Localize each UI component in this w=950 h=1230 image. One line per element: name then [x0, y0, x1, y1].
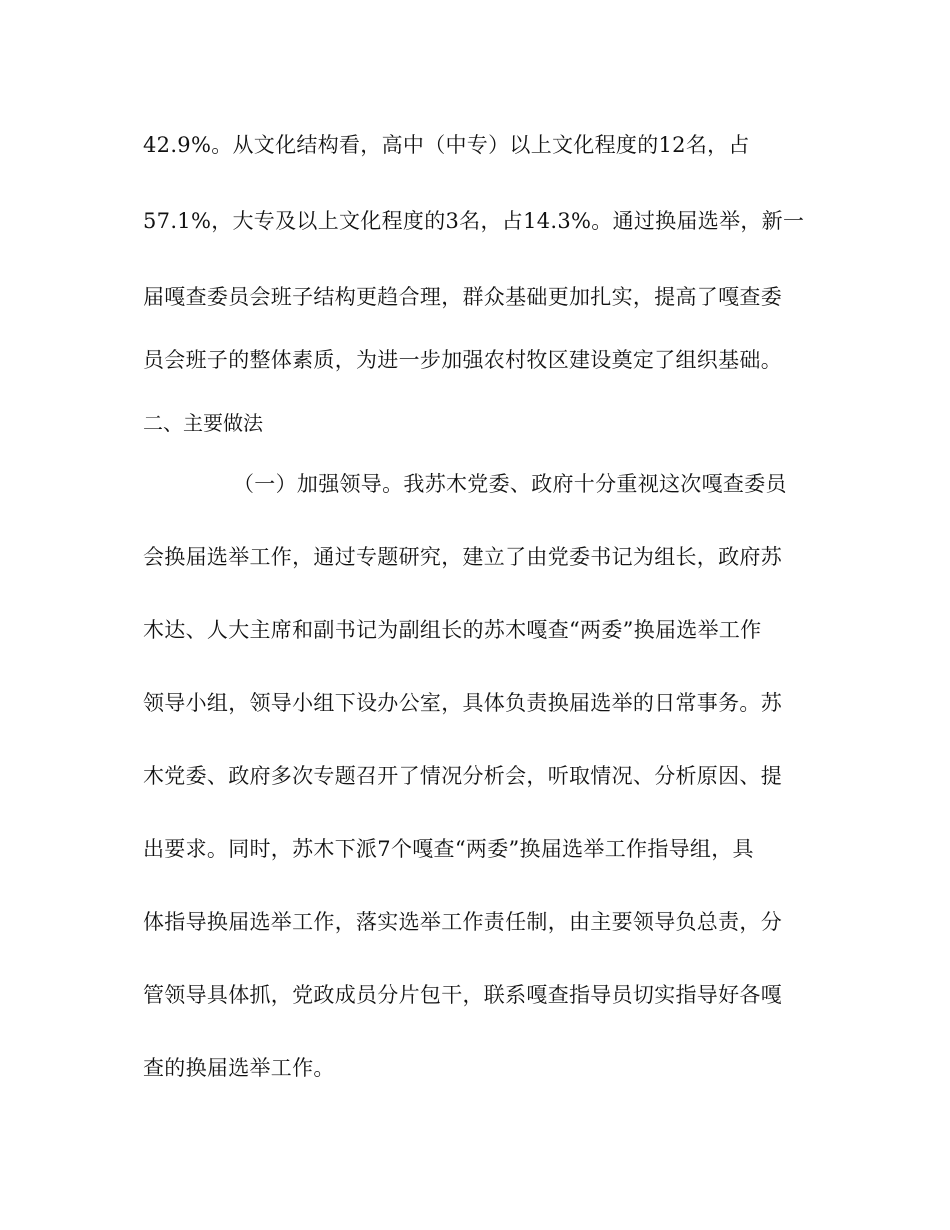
paragraph-line: 领导小组，领导小组下设办公室，具体负责换届选举的日常事务。苏: [143, 691, 782, 715]
paragraph-line: 木党委、政府多次专题召开了情况分析会，听取情况、分析原因、提: [143, 764, 782, 788]
section-heading: 二、主要做法: [143, 411, 263, 435]
paragraph-line: 查的换届选举工作。: [143, 1056, 335, 1080]
paragraph-line: 管领导具体抓，党政成员分片包干，联系嘎查指导员切实指导好各嘎: [143, 983, 782, 1007]
paragraph-line: 员会班子的整体素质，为进一步加强农村牧区建设奠定了组织基础。: [143, 348, 782, 372]
paragraph-line: 体指导换届选举工作，落实选举工作责任制，由主要领导负总责，分: [143, 910, 782, 934]
paragraph-line: （一）加强领导。我苏木党委、政府十分重视这次嘎查委员: [233, 472, 787, 496]
paragraph-line: 57.1%，大专及以上文化程度的3名，占14.3%。通过换届选举，新一: [143, 209, 805, 233]
paragraph-line: 木达、人大主席和副书记为副组长的苏木嘎查“两委”换届选举工作: [143, 618, 762, 642]
paragraph-line: 42.9%。从文化结构看，高中（中专）以上文化程度的12名，占: [143, 133, 750, 157]
paragraph-line: 会换届选举工作，通过专题研究，建立了由党委书记为组长，政府苏: [143, 545, 782, 569]
paragraph-line: 届嘎查委员会班子结构更趋合理，群众基础更加扎实，提高了嘎查委: [143, 285, 782, 309]
paragraph-line: 出要求。同时，苏木下派7个嘎查“两委”换届选举工作指导组，具: [143, 837, 754, 861]
